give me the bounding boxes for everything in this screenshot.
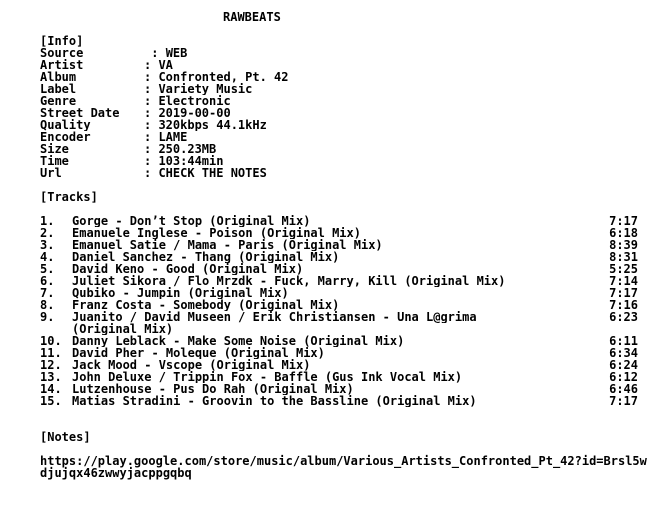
track-row xyxy=(40,263,650,275)
track-title: Jack Mood - Vscope (Original Mix) xyxy=(72,359,311,371)
track-title: Emanuel Satie / Mama - Paris (Original Mix) xyxy=(72,239,383,251)
track-row xyxy=(40,239,650,251)
track-title: Juanito / David Museen / Erik Christiansen - Una L@grima xyxy=(72,311,477,323)
track-title: Daniel Sanchez - Thang (Original Mix) xyxy=(72,251,340,263)
info-value: CHECK THE NOTES xyxy=(158,167,267,179)
track-title: Gorge - Don’t Stop (Original Mix) xyxy=(72,215,311,227)
track-row xyxy=(40,359,650,371)
info-row xyxy=(40,107,650,119)
info-row xyxy=(40,47,650,59)
info-separator: : xyxy=(144,83,159,95)
info-separator: : xyxy=(144,167,159,179)
info-value: 250.23MB xyxy=(158,143,217,155)
info-separator: : xyxy=(144,107,159,119)
track-duration: 5:25 xyxy=(609,263,638,275)
info-key: Label xyxy=(40,83,77,95)
nfo-document xyxy=(40,11,650,479)
page-title: RAWBEATS xyxy=(223,11,281,23)
info-separator: : xyxy=(144,59,159,71)
info-separator: : xyxy=(144,71,159,83)
track-row xyxy=(40,383,650,395)
track-number: 7. xyxy=(40,287,55,299)
info-value: 103:44min xyxy=(158,155,224,167)
info-value: WEB xyxy=(165,47,188,59)
track-row xyxy=(40,287,650,299)
track-duration: 6:18 xyxy=(609,227,638,239)
track-duration: 6:24 xyxy=(609,359,638,371)
info-key: Source xyxy=(40,47,84,59)
track-number: 12. xyxy=(40,359,62,371)
info-separator: : xyxy=(144,47,166,59)
track-title: Danny Leblack - Make Some Noise (Original Mix) xyxy=(72,335,405,347)
info-row xyxy=(40,71,650,83)
info-value: 2019-00-00 xyxy=(158,107,231,119)
info-row xyxy=(40,95,650,107)
track-row xyxy=(40,227,650,239)
track-number: 8. xyxy=(40,299,55,311)
track-row xyxy=(40,299,650,311)
track-title: Juliet Sikora / Flo Mrzdk - Fuck, Marry, Kill (Original Mix) xyxy=(72,275,506,287)
track-duration: 6:46 xyxy=(609,383,638,395)
track-title: Qubiko - Jumpin (Original Mix) xyxy=(72,287,289,299)
info-separator: : xyxy=(144,119,159,131)
track-number: 2. xyxy=(40,227,55,239)
track-duration: 6:34 xyxy=(609,347,638,359)
track-title: Lutzenhouse - Pus Do Rah (Original Mix) xyxy=(72,383,354,395)
info-heading: [Info] xyxy=(40,35,84,47)
track-number: 6. xyxy=(40,275,55,287)
info-row xyxy=(40,59,650,71)
track-row xyxy=(40,347,650,359)
track-number: 3. xyxy=(40,239,55,251)
track-number: 10. xyxy=(40,335,62,347)
track-title: Emanuele Inglese - Poison (Original Mix) xyxy=(72,227,361,239)
track-duration: 7:14 xyxy=(609,275,638,287)
track-list xyxy=(40,215,650,407)
info-key: Quality xyxy=(40,119,91,131)
info-row xyxy=(40,155,650,167)
info-value: Electronic xyxy=(158,95,231,107)
track-number: 13. xyxy=(40,371,62,383)
track-duration: 8:39 xyxy=(609,239,638,251)
info-key: Artist xyxy=(40,59,84,71)
track-row xyxy=(40,335,650,347)
info-section xyxy=(40,47,650,179)
track-duration: 8:31 xyxy=(609,251,638,263)
track-row xyxy=(40,395,650,407)
info-separator: : xyxy=(144,131,159,143)
notes-heading: [Notes] xyxy=(40,431,91,443)
info-value: Confronted, Pt. 42 xyxy=(158,71,289,83)
track-number: 14. xyxy=(40,383,62,395)
info-key: Url xyxy=(40,167,62,179)
track-row xyxy=(40,251,650,263)
track-number: 5. xyxy=(40,263,55,275)
info-key: Size xyxy=(40,143,69,155)
track-row xyxy=(40,371,650,383)
notes-url[interactable]: https://play.google.com/store/music/album/Various_Artists_Confronted_Pt_42?id=Brsl5wdjujqx46zwwyjacppgqbq xyxy=(40,454,647,480)
track-number: 15. xyxy=(40,395,62,407)
info-key: Album xyxy=(40,71,77,83)
track-title: Matias Stradini - Groovin to the Bassline (Original Mix) xyxy=(72,395,477,407)
info-value: VA xyxy=(158,59,173,71)
track-title: Franz Costa - Somebody (Original Mix) xyxy=(72,299,340,311)
info-row xyxy=(40,143,650,155)
info-separator: : xyxy=(144,95,159,107)
track-duration: 7:17 xyxy=(609,215,638,227)
info-separator: : xyxy=(144,155,159,167)
track-duration: 6:11 xyxy=(609,335,638,347)
info-row xyxy=(40,167,650,179)
info-row xyxy=(40,83,650,95)
info-key: Genre xyxy=(40,95,77,107)
track-duration: 7:17 xyxy=(609,287,638,299)
track-row xyxy=(40,275,650,287)
info-key: Time xyxy=(40,155,69,167)
track-number: 1. xyxy=(40,215,55,227)
info-key: Encoder xyxy=(40,131,91,143)
track-duration: 6:23 xyxy=(609,311,638,323)
track-number: 9. xyxy=(40,311,55,323)
info-key: Street Date xyxy=(40,107,120,119)
info-value: LAME xyxy=(158,131,188,143)
track-row xyxy=(40,311,650,323)
info-value: Variety Music xyxy=(158,83,253,95)
info-separator: : xyxy=(144,143,159,155)
info-row xyxy=(40,119,650,131)
info-row xyxy=(40,131,650,143)
tracks-heading: [Tracks] xyxy=(40,191,98,203)
track-title: David Keno - Good (Original Mix) xyxy=(72,263,304,275)
track-title-continued: (Original Mix) xyxy=(72,323,174,335)
track-duration: 7:17 xyxy=(609,395,638,407)
track-number: 4. xyxy=(40,251,55,263)
track-title: John Deluxe / Trippin Fox - Baffle (Gus Ink Vocal Mix) xyxy=(72,371,463,383)
track-duration: 6:12 xyxy=(609,371,638,383)
track-title: David Pher - Moleque (Original Mix) xyxy=(72,347,325,359)
track-row xyxy=(40,215,650,227)
track-number: 11. xyxy=(40,347,62,359)
info-value: 320kbps 44.1kHz xyxy=(158,119,267,131)
track-duration: 7:16 xyxy=(609,299,638,311)
